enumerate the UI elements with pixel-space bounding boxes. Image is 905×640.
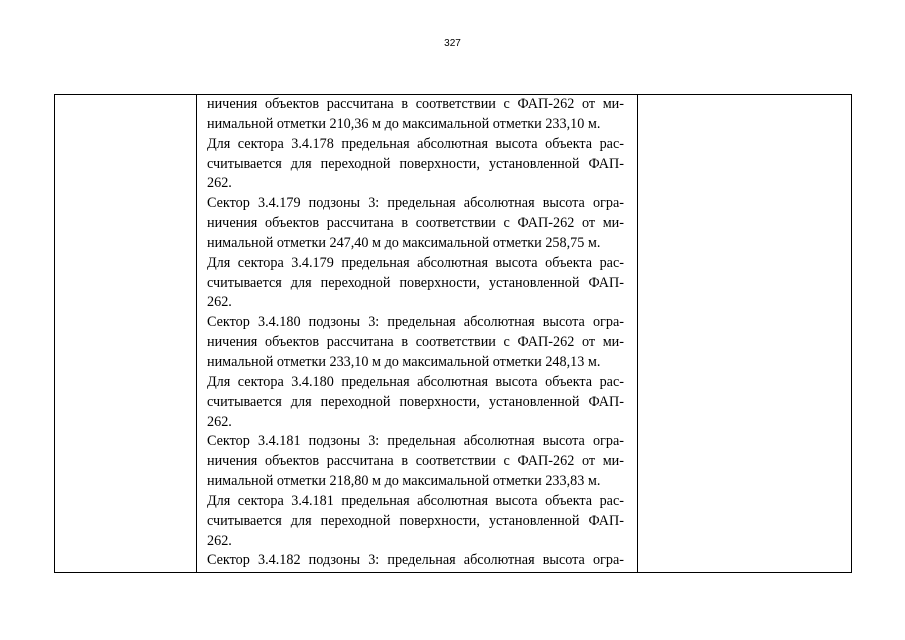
text-line: ничения объектов рассчитана в соответствии с ФАП-262 от ми- <box>207 96 624 112</box>
text-line: нимальной отметки 218,80 м до максимальной отметки 233,83 м. <box>207 473 601 490</box>
text-line: 262. <box>207 175 232 192</box>
text-line: Сектор 3.4.180 подзоны 3: предельная абсолютная высота огра- <box>207 314 624 331</box>
table-cell-text <box>197 95 638 573</box>
table-row <box>55 95 852 573</box>
text-line: нимальной отметки 210,36 м до максимальной отметки 233,10 м. <box>207 115 601 132</box>
text-line: нимальной отметки 247,40 м до максимальной отметки 258,75 м. <box>207 234 601 251</box>
document-table <box>54 94 852 573</box>
text-line: 262. <box>207 294 232 311</box>
text-line: Для сектора 3.4.179 предельная абсолютная высота объекта рас- <box>207 254 624 271</box>
text-line: считывается для переходной поверхности, установленной ФАП- <box>207 274 624 291</box>
text-line: считывается для переходной поверхности, установленной ФАП- <box>207 512 624 529</box>
text-line: Для сектора 3.4.181 предельная абсолютная высота объекта рас- <box>207 492 624 509</box>
text-line: ничения объектов рассчитана в соответствии с ФАП-262 от ми- <box>207 334 624 351</box>
text-line: считывается для переходной поверхности, установленной ФАП- <box>207 155 624 172</box>
text-line: Сектор 3.4.179 подзоны 3: предельная абсолютная высота огра- <box>207 195 624 212</box>
sector-description-text <box>197 95 637 572</box>
text-line: 262. <box>207 532 232 549</box>
text-line: Для сектора 3.4.178 предельная абсолютная высота объекта рас- <box>207 135 624 152</box>
page-number: 327 <box>444 38 461 49</box>
text-line: Для сектора 3.4.180 предельная абсолютная высота объекта рас- <box>207 373 624 390</box>
text-line: нимальной отметки 233,10 м до максимальной отметки 248,13 м. <box>207 353 601 370</box>
text-line: Сектор 3.4.181 подзоны 3: предельная абсолютная высота огра- <box>207 433 624 450</box>
table-cell-right <box>638 95 852 573</box>
text-line: ничения объектов рассчитана в соответствии с ФАП-262 от ми- <box>207 453 624 470</box>
table-cell-left <box>55 95 197 573</box>
text-line: Сектор 3.4.182 подзоны 3: предельная абсолютная высота огра- <box>207 552 624 569</box>
text-line: 262. <box>207 413 232 430</box>
text-line: ничения объектов рассчитана в соответствии с ФАП-262 от ми- <box>207 215 624 232</box>
text-line: считывается для переходной поверхности, установленной ФАП- <box>207 393 624 410</box>
